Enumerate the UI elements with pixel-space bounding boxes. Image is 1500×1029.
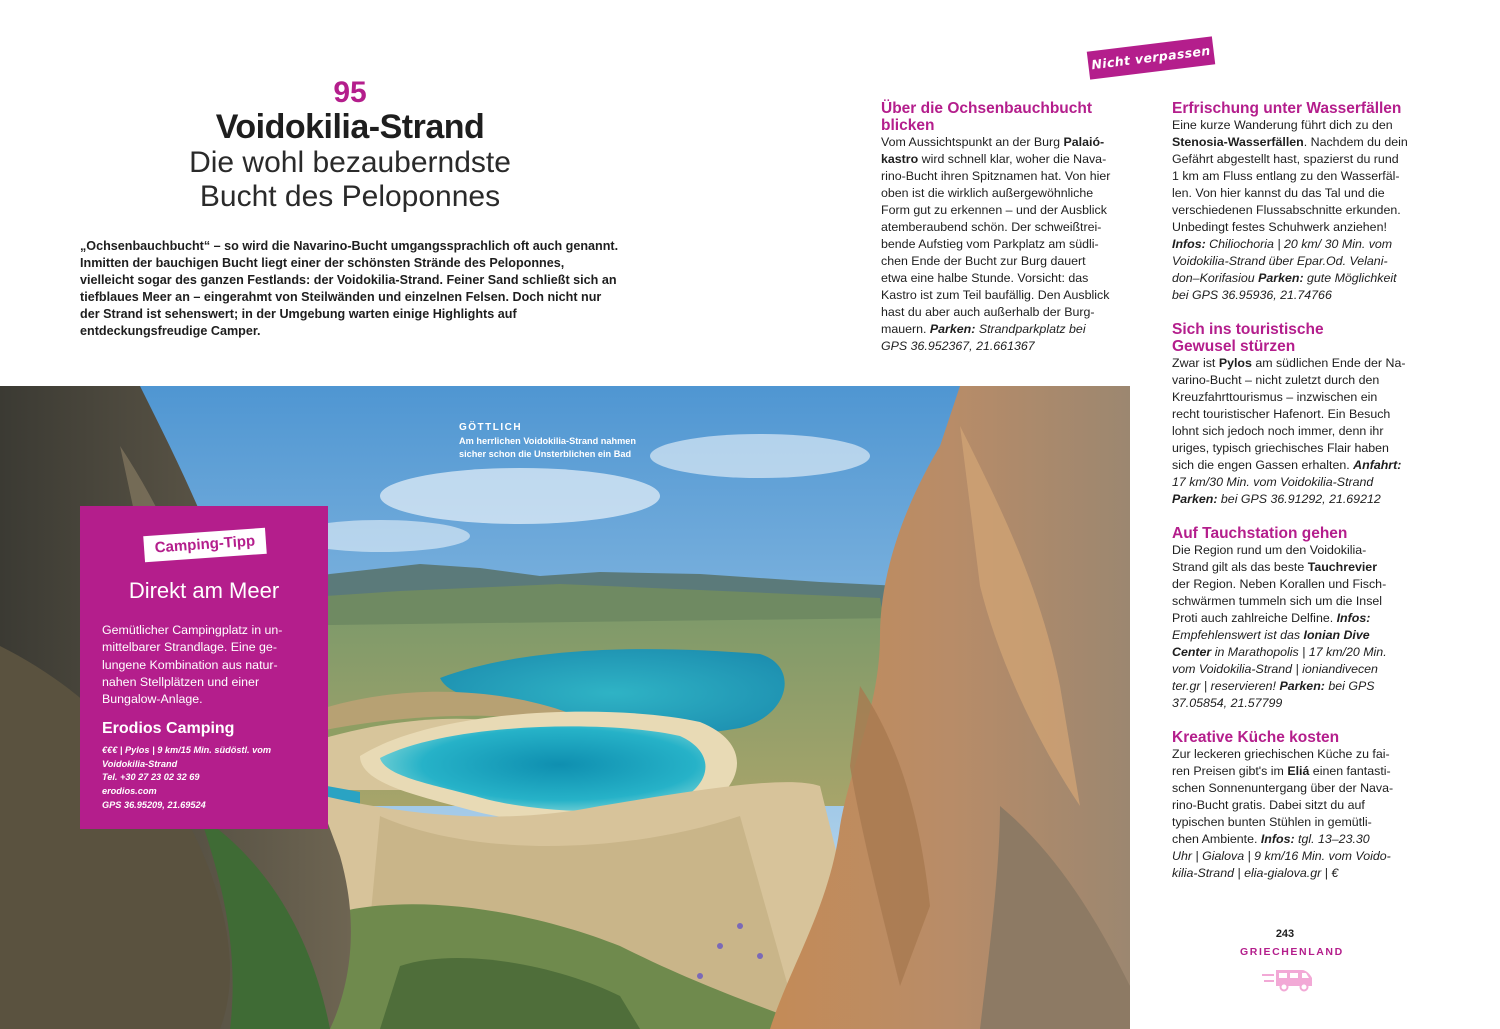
- info-label: Infos:: [1260, 832, 1295, 846]
- subtitle-line-2: Bucht des Peloponnes: [199, 180, 501, 213]
- section-heading: Erfrischung unter Wasserfällen: [1172, 100, 1402, 117]
- intro-paragraph: „Ochsenbauchbucht“ – so wird die Navarino-Bucht umgangssprachlich oft auch genannt. Inmitten der bauchigen Bucht liegt einer der schönsten Strände des Peloponnes, vielleicht sogar des ganzen Festlands: der Voidokilia-Strand. Feiner Sand schließt sich an tiefblaues Meer an – eingerahmt von Steilwänden und einzelnen Felsen. Doch nicht nur der Strand ist sehenswert; in der Umgebung warten einige Highlights auf entdeckungsfreudige Camper.: [80, 239, 619, 339]
- section-kueche: [1172, 729, 1432, 882]
- info-label: Parken:: [929, 322, 976, 336]
- section-body: [1172, 746, 1432, 882]
- section-body: [881, 134, 1131, 355]
- section-heading: Über die Ochsenbauchbucht blicken: [881, 100, 1093, 134]
- info-label: Infos:: [1336, 611, 1371, 625]
- article-number: 95: [333, 76, 367, 109]
- highlight-name: Eliá: [1287, 764, 1310, 778]
- section-body: [1172, 542, 1432, 712]
- info-text: Chiliochoria | 20 km/ 30 Min. vom Voidokilia-Strand über Epar.Od. Velani- don–Korifasiou: [1172, 237, 1393, 285]
- country-label: GRIECHENLAND: [1240, 946, 1344, 958]
- subtitle-line-1: Die wohl bezauberndste: [189, 146, 511, 179]
- info-text: bei GPS 36.91292, 21.69212: [1217, 492, 1381, 506]
- caption-heading: GÖTTLICH: [459, 422, 523, 433]
- camping-info: €€€ | Pylos | 9 km/15 Min. südöstl. vom Voidokilia-Strand Tel. +30 27 23 02 32 69 erodios.com GPS 36.95209, 21.69524: [102, 745, 272, 810]
- article-title: Voidokilia-Strand: [215, 108, 485, 146]
- body-text: der Region. Neben Korallen und Fisch- schwärmen tummeln sich um die Insel Proti auch zahlreiche Delfine.: [1172, 577, 1387, 625]
- section-ochsenbauchbucht: [881, 100, 1131, 355]
- info-text: Strandparkplatz bei GPS 36.952367, 21.661367: [881, 322, 1086, 353]
- nicht-verpassen-badge: Nicht verpassen: [1087, 36, 1215, 79]
- highlight-name: Tauchrevier: [1307, 560, 1378, 574]
- info-label: Parken:: [1258, 271, 1304, 285]
- camping-name: Erodios Camping: [102, 720, 235, 737]
- section-heading: Auf Tauchstation gehen: [1172, 525, 1348, 542]
- info-label: Ionian Dive Center: [1172, 628, 1370, 659]
- info-label: Parken:: [1172, 492, 1218, 506]
- highlight-name: Palaió- kastro: [881, 135, 1105, 166]
- camping-tip-tag: Camping-Tipp: [143, 528, 267, 562]
- info-label: Infos:: [1172, 237, 1206, 251]
- section-body: [1172, 117, 1432, 304]
- highlight-name: Stenosia-Wasserfällen: [1172, 135, 1304, 149]
- camping-body: Gemütlicher Campingplatz in un- mittelbarer Strandlage. Eine ge- lungene Kombination aus natur- nahen Stellplätzen und einer Bungalow-Anlage.: [102, 623, 283, 707]
- caption-text: Am herrlichen Voidokilia-Strand nahmen sicher schon die Unsterblichen ein Bad: [459, 435, 636, 459]
- info-label: Parken:: [1279, 679, 1325, 693]
- section-heading: Sich ins touristische Gewusel stürzen: [1172, 321, 1324, 355]
- camper-van-icon: [1262, 966, 1314, 992]
- section-heading: Kreative Küche kosten: [1172, 729, 1340, 746]
- info-text: Empfehlenswert ist das: [1172, 628, 1301, 642]
- body-text: Zur leckeren griechischen Küche zu fai- ren Preisen gibt's im: [1172, 747, 1390, 778]
- info-text: gute Möglichkeit bei GPS 36.95936, 21.74766: [1172, 271, 1397, 302]
- info-text: bei GPS 37.05854, 21.57799: [1172, 679, 1375, 710]
- body-text: Eine kurze Wanderung führt dich zu den: [1172, 118, 1393, 132]
- body-text: am südlichen Ende der Na- varino-Bucht – nicht zuletzt durch den Kreuzfahrttourismus – inzwischen ein recht touristischer Hafenort. Ein Besuch lohnt sich jedoch noch immer, denn ihr uriges, typisch griechisches Flair haben sich die engen Gassen erhalten.: [1172, 356, 1406, 472]
- info-text: in Marathopolis | 17 km/20 Min. vom Voidokilia-Strand | ioniandivecen ter.gr | reservieren!: [1172, 645, 1387, 693]
- body-text: Vom Aussichtspunkt an der Burg: [881, 135, 1064, 149]
- body-text: einen fantasti- schen Sonnenuntergang über der Nava- rino-Bucht gratis. Dabei sitzt du auf typischen bunten Stühlen in gemütli- chen Ambiente.: [1172, 764, 1394, 846]
- info-text: tgl. 13–23.30 Uhr | Gialova | 9 km/16 Min. vom Voido- kilia-Strand | elia-gialova.gr | €: [1172, 832, 1391, 880]
- info-text: 17 km/30 Min. vom Voidokilia-Strand: [1172, 475, 1374, 489]
- section-tauchstation: [1172, 525, 1432, 712]
- body-text: Die Region rund um den Voidokilia- Strand gilt als das beste: [1172, 543, 1367, 574]
- section-wasserfaelle: [1172, 100, 1432, 304]
- article-subtitle: [0, 146, 700, 214]
- camping-tip-box: [80, 506, 328, 829]
- photo-caption: [459, 421, 639, 462]
- body-text: . Nachdem du dein Gefährt abgestellt hast, spazierst du rund 1 km am Fluss entlang zu den Wasserfäl- len. Von hier kannst du das Tal und die verschiedenen Flussabschnitte erkunden. Unbedingt festes Schuhwerk anziehen!: [1172, 135, 1408, 234]
- section-body: [1172, 355, 1432, 508]
- info-label: Anfahrt:: [1353, 458, 1402, 472]
- camping-heading: Direkt am Meer: [128, 578, 280, 603]
- section-pylos: [1172, 321, 1432, 508]
- highlight-name: Pylos: [1218, 356, 1252, 370]
- body-text: Zwar ist: [1172, 356, 1219, 370]
- body-text: wird schnell klar, woher die Nava- rino-Bucht ihren Spitznamen hat. Von hier oben ist die wirklich außergewöhnliche Form gut zu erkennen – und der Ausblick atemberaubend schön. Der schweißtrei- bende Aufstieg vom Parkplatz am südli- chen Ende der Bucht zur Burg dauert etwa eine halbe Stunde. Vorsicht: das Kastro ist zum Teil baufällig. Den Ausblick hast du aber auch außerhalb der Burg- mauern.: [881, 152, 1111, 336]
- page-number: 243: [1275, 928, 1295, 940]
